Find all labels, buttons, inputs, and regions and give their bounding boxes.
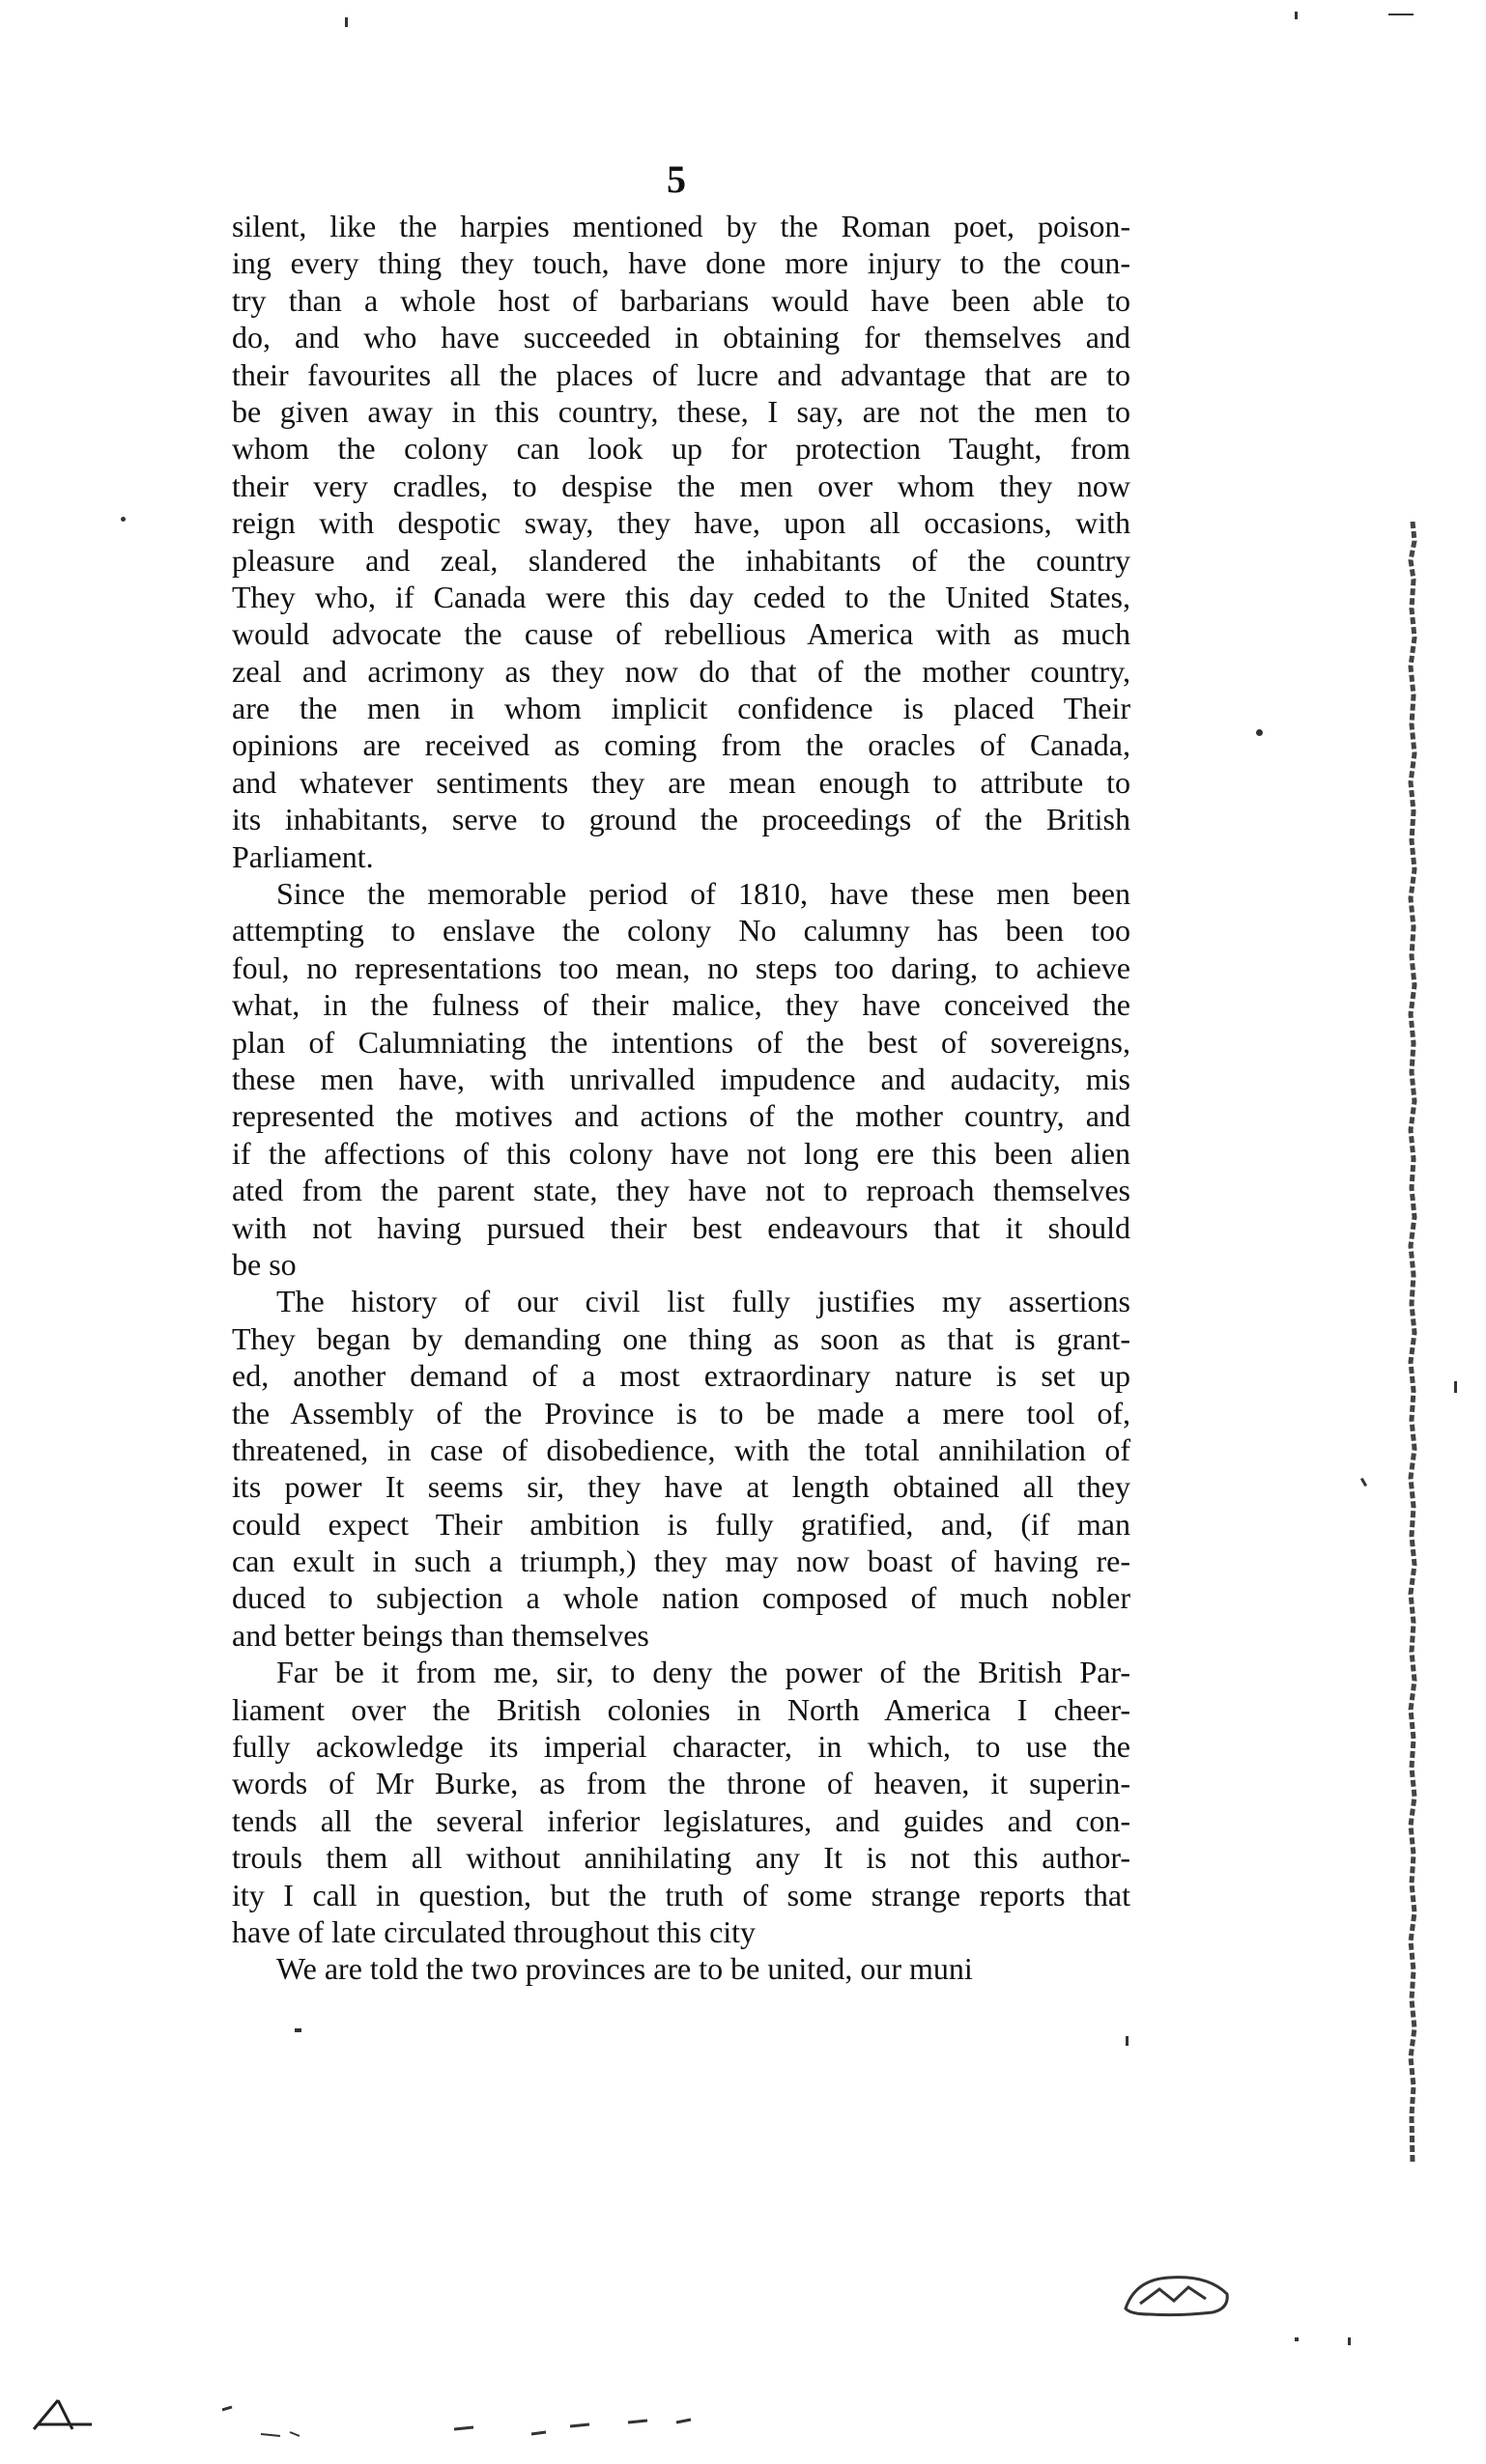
paragraph: [232, 208, 1130, 875]
text-line: duced to subjection a whole nation composed of much nobler: [232, 1580, 1130, 1616]
scan-speck: [345, 17, 348, 27]
scan-speck: [295, 2028, 301, 2032]
text-line: liament over the British colonies in North America I cheer-: [232, 1691, 1130, 1727]
text-line: whom the colony can look up for protection Taught, from: [232, 431, 1130, 467]
scan-speck: [1256, 729, 1263, 736]
text-line: what, in the fulness of their malice, they have conceived the: [232, 987, 1130, 1023]
scan-speck: [1295, 12, 1298, 19]
text-line: We are told the two provinces are to be united, our muni: [276, 1951, 973, 1987]
text-line: have of late circulated throughout this city: [232, 1913, 757, 1949]
text-line: and whatever sentiments they are mean enough to attribute to: [232, 764, 1130, 800]
ink-stamp: [1121, 2270, 1237, 2318]
scan-speck: [1126, 2036, 1129, 2046]
text-line: ated from the parent state, they have not to reproach themselves: [232, 1173, 1130, 1208]
scan-speck: [1454, 1381, 1457, 1393]
footer-marks: [222, 2405, 899, 2453]
text-line: are the men in whom implicit confidence is placed Their: [232, 691, 1130, 726]
paragraph: [232, 875, 1130, 1283]
text-line: ity I call in question, but the truth of some strange reports that: [232, 1877, 1130, 1912]
page-number: 5: [667, 157, 686, 201]
text-line: Parliament.: [232, 838, 374, 874]
paragraph: [232, 1283, 1130, 1654]
scan-speck: [1348, 2337, 1351, 2345]
text-line: can exult in such a triumph,) they may now boast of having re-: [232, 1544, 1130, 1579]
text-line: Since the memorable period of 1810, have these men been: [276, 876, 1130, 912]
text-line: and better beings than themselves: [232, 1617, 649, 1653]
text-line: these men have, with unrivalled impudence and audacity, mis: [232, 1061, 1130, 1096]
text-line: would advocate the cause of rebellious America with as much: [232, 616, 1130, 652]
text-line: the Assembly of the Province is to be made a mere tool of,: [232, 1395, 1130, 1430]
corner-mark: [29, 2395, 97, 2434]
scan-speck: [1295, 2337, 1299, 2341]
text-line: opinions are received as coming from the oracles of Canada,: [232, 727, 1130, 763]
text-line: do, and who have succeeded in obtaining for themselves and: [232, 320, 1130, 355]
text-line: its inhabitants, serve to ground the proceedings of the British: [232, 802, 1130, 837]
scan-speck: [1360, 1478, 1367, 1487]
text-line: words of Mr Burke, as from the throne of heaven, it superin-: [232, 1766, 1130, 1801]
text-line: its power It seems sir, they have at length obtained all they: [232, 1469, 1130, 1505]
paragraph: [232, 1654, 1130, 1950]
text-line: tends all the several inferior legislatures, and guides and con-: [232, 1802, 1130, 1838]
text-line: with not having pursued their best endeavours that it should: [232, 1209, 1130, 1245]
text-line: be so: [232, 1246, 297, 1282]
text-line: try than a whole host of barbarians would have been able to: [232, 282, 1130, 318]
text-line: plan of Calumniating the intentions of the best of sovereigns,: [232, 1024, 1130, 1060]
text-line: They who, if Canada were this day ceded to the United States,: [232, 579, 1130, 614]
text-line: fully ackowledge its imperial character, in which, to use the: [232, 1729, 1130, 1765]
text-line: could expect Their ambition is fully gratified, and, (if man: [232, 1506, 1130, 1542]
text-line: foul, no representations too mean, no steps too daring, to achieve: [232, 949, 1130, 985]
text-line: silent, like the harpies mentioned by the Roman poet, poison-: [232, 209, 1130, 243]
text-line: ing every thing they touch, have done more injury to the coun-: [232, 245, 1130, 281]
margin-scribble: [1401, 522, 1424, 2164]
text-line: their favourites all the places of lucre and advantage that are to: [232, 356, 1130, 392]
text-line: be given away in this country, these, I say, are not the men to: [232, 393, 1130, 429]
text-line: Far be it from me, sir, to deny the power of the British Par-: [276, 1655, 1130, 1690]
text-line: if the affections of this colony have not long ere this been alien: [232, 1135, 1130, 1171]
text-line: The history of our civil list fully justifies my assertions: [276, 1284, 1130, 1319]
text-line: They began by demanding one thing as soon as that is grant-: [232, 1320, 1130, 1356]
text-line: their very cradles, to despise the men over whom they now: [232, 467, 1130, 503]
text-line: threatened, in case of disobedience, with the total annihilation of: [232, 1431, 1130, 1467]
text-line: ed, another demand of a most extraordinary nature is set up: [232, 1358, 1130, 1394]
text-line: zeal and acrimony as they now do that of the mother country,: [232, 653, 1130, 689]
scan-speck: [1388, 14, 1414, 15]
text-line: reign with despotic sway, they have, upon all occasions, with: [232, 505, 1130, 541]
paragraph: [232, 1950, 1130, 1987]
text-line: pleasure and zeal, slandered the inhabitants of the country: [232, 542, 1130, 578]
scan-speck: [121, 517, 126, 522]
text-line: attempting to enslave the colony No calumny has been too: [232, 913, 1130, 949]
text-line: represented the motives and actions of the mother country, and: [232, 1098, 1130, 1134]
body-text: [232, 208, 1130, 1988]
text-line: trouls them all without annihilating any It is not this author-: [232, 1840, 1130, 1876]
